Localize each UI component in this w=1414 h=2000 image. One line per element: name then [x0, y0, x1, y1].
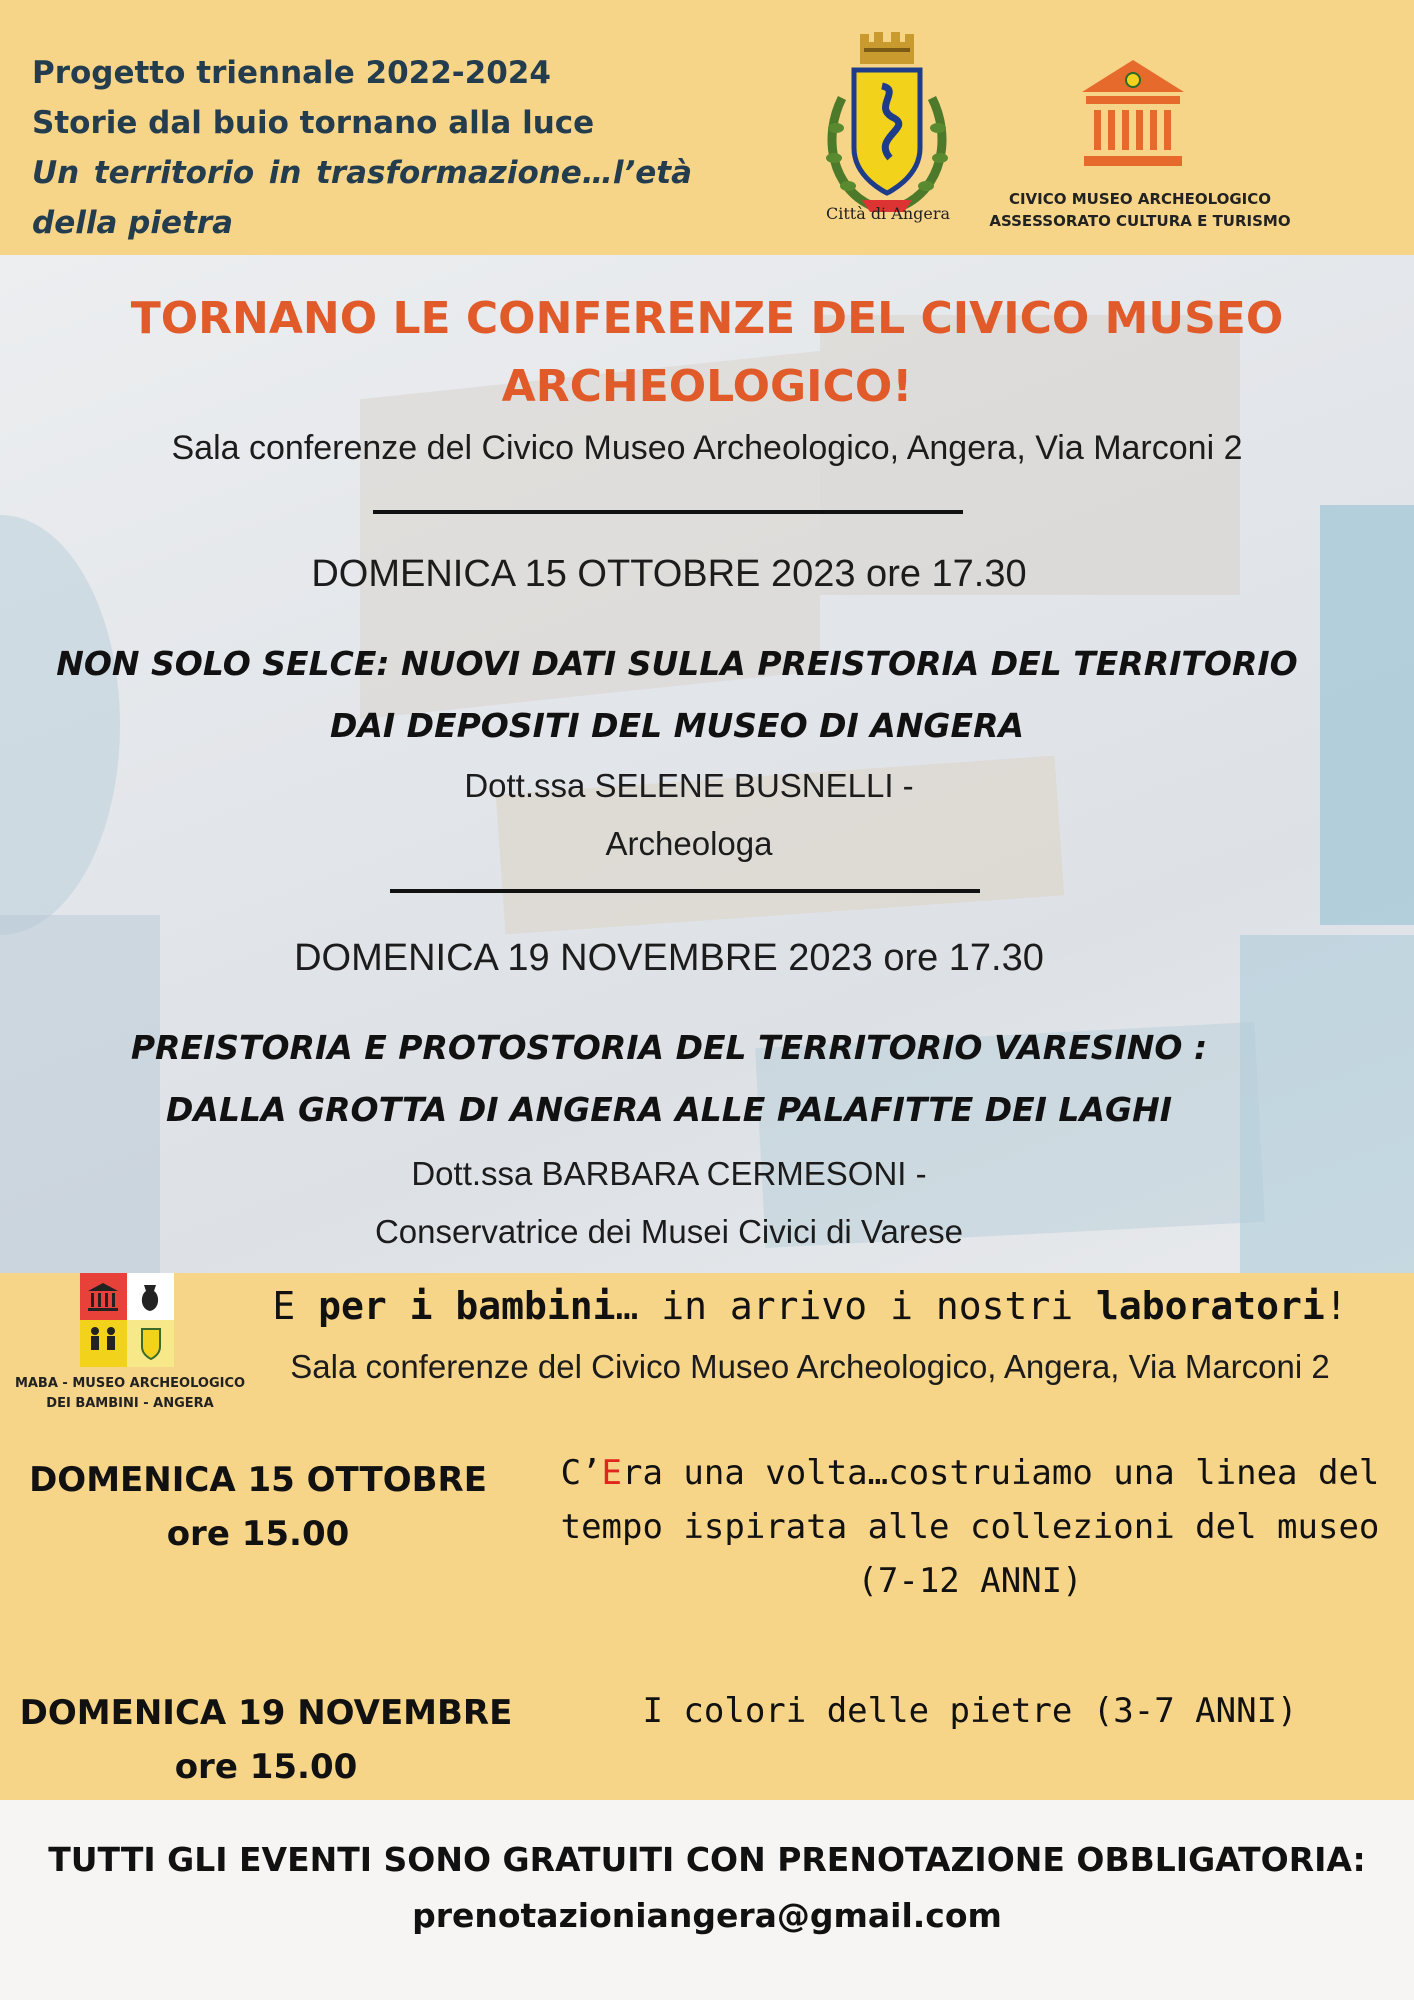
workshop-1-desc-line-1 [560, 1446, 1380, 1500]
kids-title [250, 1284, 1370, 1328]
workshop-1-desc-line-3: (7-12 ANNI) [857, 1561, 1083, 1601]
workshop-2-day: DOMENICA 19 NOVEMBRE [19, 1693, 513, 1733]
event-1-speaker-line-1: Dott.ssa SELENE BUSNELLI - [464, 767, 914, 804]
event-1-title-line-1: NON SOLO SELCE: NUOVI DATI SULLA PREISTORIA DEL TERRITORIO [56, 644, 1298, 683]
workshop-1-desc-line-2: tempo ispirata alle collezioni del museo [560, 1507, 1380, 1547]
event-1-title-line-2: DAI DEPOSITI DEL MUSEO DI ANGERA [329, 706, 1025, 745]
event-2-date: DOMENICA 19 NOVEMBRE 2023 ore 17.30 [294, 937, 1044, 979]
conferences-title [0, 285, 1414, 421]
kids-title-bold-2: laboratori [1095, 1284, 1325, 1328]
museum-caption [980, 188, 1300, 232]
workshop-2-time: ore 15.00 [174, 1747, 358, 1787]
event-2-speaker [0, 1145, 1376, 1261]
workshop-1-description [560, 1446, 1380, 1608]
museum-temple-icon [1080, 58, 1186, 170]
city-crest-icon [812, 28, 962, 228]
booking-email[interactable]: prenotazioniangera@gmail.com [412, 1896, 1002, 1935]
workshop-1-day: DOMENICA 15 OTTOBRE [29, 1460, 487, 1500]
divider [390, 889, 980, 893]
kids-title-post: ! [1324, 1284, 1348, 1328]
event-1-title [0, 633, 1384, 757]
maba-caption [10, 1374, 250, 1414]
conferences-venue: Sala conferenze del Civico Museo Archeologico, Angera, Via Marconi 2 [171, 429, 1243, 467]
kids-title-pre: E [272, 1284, 319, 1328]
booking-notice: TUTTI GLI EVENTI SONO GRATUITI CON PRENOTAZIONE OBBLIGATORIA: [48, 1840, 1366, 1879]
project-info [32, 48, 692, 248]
workshop-2-description [560, 1684, 1380, 1738]
workshop-2-date [10, 1686, 522, 1794]
conferences-title-line-2: ARCHEOLOGICO! [501, 361, 913, 412]
event-1-speaker-line-2: Archeologa [605, 825, 773, 862]
museum-caption-line-2: ASSESSORATO CULTURA E TURISMO [989, 212, 1291, 230]
workshop-1-time: ore 15.00 [166, 1514, 350, 1554]
conferences-title-line-1: TORNANO LE CONFERENZE DEL CIVICO MUSEO [130, 293, 1284, 344]
conferences-section [0, 255, 1414, 1273]
project-line-3: Un territorio in trasformazione…l’età [32, 155, 692, 191]
footer-band [0, 1800, 1414, 2000]
maba-caption-line-1: MABA - MUSEO ARCHEOLOGICO [14, 1376, 246, 1391]
project-line-4: della pietra [32, 205, 234, 241]
event-1-date: DOMENICA 15 OTTOBRE 2023 ore 17.30 [311, 553, 1027, 595]
kids-venue: Sala conferenze del Civico Museo Archeologico, Angera, Via Marconi 2 [290, 1348, 1330, 1385]
header-band [0, 0, 1414, 255]
project-line-1: Progetto triennale 2022-2024 [32, 55, 551, 91]
event-2-speaker-line-2: Conservatrice dei Musei Civici di Varese [374, 1213, 964, 1250]
maba-caption-line-2: DEI BAMBINI - ANGERA [46, 1396, 214, 1411]
kids-title-bold-1: per i bambini [318, 1284, 616, 1328]
workshop-1-date [20, 1453, 496, 1561]
workshop-1-desc-rest: ra una volta…costruiamo una linea del [622, 1453, 1380, 1493]
maba-logo-icon [80, 1273, 174, 1367]
divider [373, 510, 963, 514]
museum-caption-line-1: CIVICO MUSEO ARCHEOLOGICO [1008, 190, 1272, 208]
event-2-title-line-1: PREISTORIA E PROTOSTORIA DEL TERRITORIO VARESINO : [130, 1028, 1208, 1067]
workshop-2-desc-line-1: I colori delle pietre (3-7 ANNI) [642, 1691, 1298, 1731]
workshop-1-desc-e: E [601, 1453, 623, 1493]
event-1-speaker [0, 757, 1396, 873]
workshop-1-desc-c: C’ [560, 1453, 602, 1493]
event-2-speaker-line-1: Dott.ssa BARBARA CERMESONI - [411, 1155, 927, 1192]
crest-caption: Città di Angera [825, 204, 951, 223]
event-2-title [0, 1017, 1376, 1141]
event-2-title-line-2: DALLA GROTTA DI ANGERA ALLE PALAFITTE DEI LAGHI [166, 1090, 1172, 1129]
project-line-2: Storie dal buio tornano alla luce [32, 105, 595, 141]
kids-title-mid: … in arrivo i nostri [615, 1284, 1096, 1328]
